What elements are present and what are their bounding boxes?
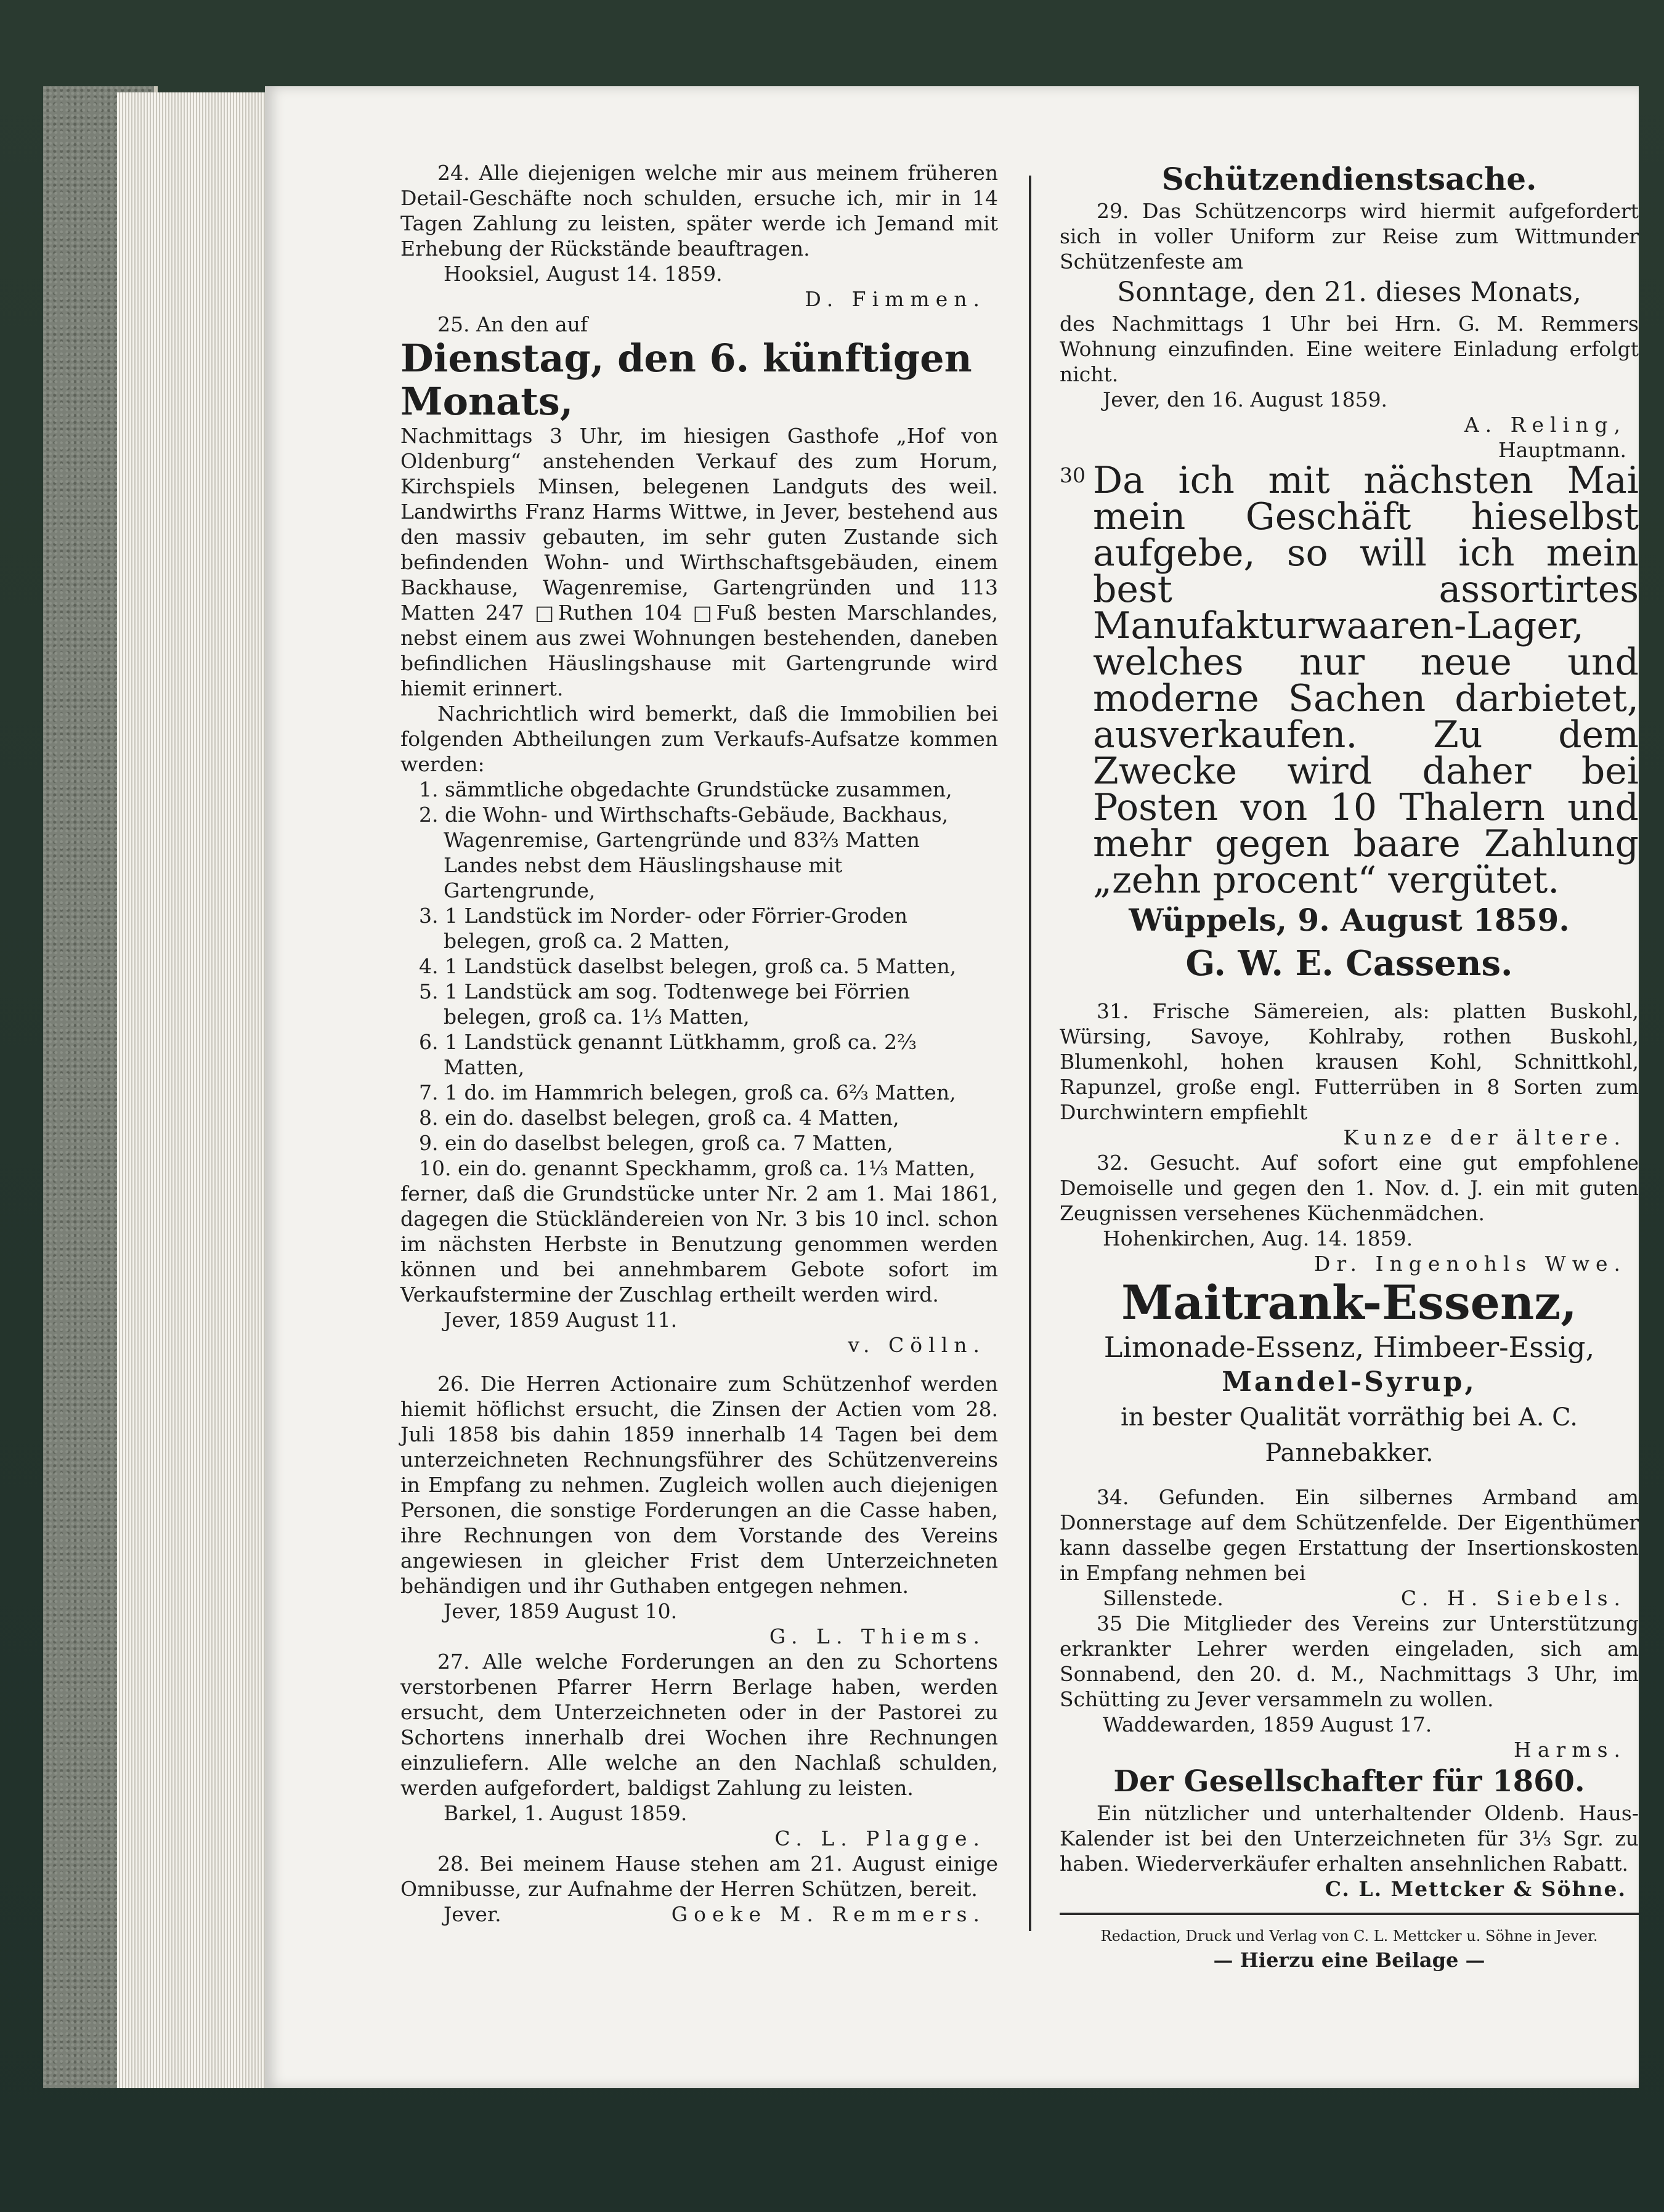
- imprint: Redaction, Druck und Verlag von C. L. Mettcker u. Söhne in Jever.: [1100, 1927, 1598, 1945]
- ad-maitrank-line3: Mandel-Syrup,: [1222, 1366, 1477, 1398]
- notice-24-signature: D. Fimmen.: [805, 287, 986, 311]
- list-item: 4. 1 Landstück daselbst belegen, groß ca. 5 Matten,: [419, 954, 957, 978]
- notice-32-signature: Dr. Ingenohls Wwe.: [1313, 1252, 1626, 1276]
- notice-29-date: Jever, den 16. August 1859.: [1103, 387, 1388, 411]
- notice-35-signature: Harms.: [1514, 1738, 1626, 1762]
- heading-schuetzen: Schützendienstsache.: [1161, 161, 1537, 197]
- notice-27-date: Barkel, 1. August 1859.: [444, 1801, 688, 1825]
- notice-28-footer: [400, 1902, 998, 1927]
- notice-26-signature: G. L. Thiems.: [769, 1624, 986, 1648]
- list-item: 5. 1 Landstück am sog. Todtenwege bei Förrien belegen, groß ca. 1⅓ Matten,: [419, 979, 911, 1029]
- ad-gesellschafter-signature: C. L. Mettcker & Söhne.: [1325, 1877, 1626, 1901]
- ad-gesellschafter-text: Ein nützlicher und unterhaltender Oldenb. Haus-Kalender ist bei den Unterzeichneten für 3⅓ Sgr. zu haben. Wiederverkäufer erhalten ansehnlichen Rabatt.: [1060, 1801, 1639, 1876]
- notice-25-tail: ferner, daß die Grundstücke unter Nr. 2 am 1. Mai 1861, dagegen die Stückländereien von Nr. 3 bis 10 incl. schon im nächsten Herbste in Benutzung genommen werden können und bei annehmbarem Gebote sofort im Verkaufstermine der Zuschlag ertheilt werden wird.: [400, 1181, 998, 1307]
- ad-maitrank-title: Maitrank-Essenz,: [1121, 1275, 1577, 1330]
- list-item: 2. die Wohn- und Wirthschafts-Gebäude, Backhaus, Wagenremise, Gartengründe und 83⅔ Matten Landes nebst dem Häuslingshause mit Gartengrunde,: [419, 803, 949, 902]
- notice-30-date: Wüppels, 9. August 1859.: [1129, 902, 1570, 938]
- footer-rule: [1060, 1913, 1639, 1915]
- notice-35: 35 Die Mitglieder des Vereins zur Unterstützung erkrankter Lehrer werden eingeladen, sich am Sonnabend, den 20. d. M., Nachmittags 3 Uhr, im Schütting zu Jever versammeln zu wollen.: [1060, 1611, 1639, 1711]
- notice-32-date: Hohenkirchen, Aug. 14. 1859.: [1103, 1226, 1413, 1250]
- notice-31: 31. Frische Sämereien, als: platten Buskohl, Würsing, Savoye, Kohlraby, rothen Buskohl, Blumenkohl, hohen krausen Kohl, Schnittkohl, Rapunzel, große engl. Futterrüben in 8 Sorten zum Durchwintern empfiehlt: [1060, 999, 1639, 1124]
- notice-25-note: Nachrichtlich wird bemerkt, daß die Immobilien bei folgenden Abtheilungen zum Verkaufs-Aufsatze kommen werden:: [400, 702, 998, 776]
- notice-30: [1060, 459, 1639, 902]
- notice-31-signature: Kunze der ältere.: [1343, 1125, 1626, 1149]
- right-column: [1060, 160, 1639, 1974]
- notice-28-place: Jever.: [444, 1902, 501, 1926]
- notice-28-signature: Goeke M. Remmers.: [671, 1902, 986, 1926]
- notice-29-day: Sonntage, den 21. dieses Monats,: [1117, 277, 1581, 308]
- notice-27-signature: C. L. Plagge.: [774, 1826, 986, 1850]
- list-item: 8. ein do. daselbst belegen, groß ca. 4 Matten,: [419, 1106, 899, 1130]
- notice-32: 32. Gesucht. Auf sofort eine gut empfohlene Demoiselle und gegen den 1. Nov. d. J. ein mit guten Zeugnissen versehenes Küchenmädchen.: [1060, 1151, 1639, 1225]
- column-rule: [1029, 176, 1031, 1931]
- ad-maitrank-line2: Limonade-Essenz, Himbeer-Essig,: [1103, 1331, 1595, 1364]
- list-item: 9. ein do daselbst belegen, groß ca. 7 Matten,: [419, 1131, 893, 1155]
- notice-25-intro: 25. An den auf: [437, 312, 588, 336]
- list-item: 6. 1 Landstück genannt Lütkhamm, groß ca. 2⅔ Matten,: [419, 1030, 917, 1079]
- notice-34-place: Sillenstede.: [1103, 1586, 1224, 1610]
- page-edges: [117, 92, 271, 2088]
- list-item: 1. sämmtliche obgedachte Grundstücke zusammen,: [419, 777, 952, 801]
- notice-25-body: Nachmittags 3 Uhr, im hiesigen Gasthofe „Hof von Oldenburg“ anstehenden Verkauf des zum Horum, Kirchspiels Minsen, belegenen Landguts des weil. Landwirths Franz Harms Wittwe, in Jever, bestehend aus den massiv gebauten, im sehr guten Zustande sich befindenden Wohn- und Wirthschaftsgebäuden, einem Backhause, Wagenremise, Gartengründen und 113 Matten 247 □Ruthen 104 □Fuß besten Marschlandes, nebst einem aus zwei Wohnungen bestehenden, daneben befindlichen Häuslingshause mit Gartengrunde wird hiemit erinnert.: [400, 424, 998, 700]
- notice-28: 28. Bei meinem Hause stehen am 21. August einige Omnibusse, zur Aufnahme der Herren Schützen, bereit.: [400, 1852, 998, 1901]
- notice-34-footer: [1060, 1586, 1639, 1611]
- notice-24: 24. Alle diejenigen welche mir aus meinem früheren Detail-Geschäfte noch schulden, ersuche ich, mir in 14 Tagen Zahlung zu leisten, später werde ich Jemand mit Erhebung der Rückstände beauftragen.: [400, 161, 998, 261]
- notice-29-title: Hauptmann.: [1498, 438, 1626, 462]
- left-column: [400, 160, 998, 1927]
- notice-26: 26. Die Herren Actionaire zum Schützenhof werden hiemit höflichst ersucht, die Zinsen der Actien vom 28. Juli 1858 bis dahin 1859 innerhalb 14 Tagen bei dem unterzeichneten Rechnungsführer des Schützenvereins in Empfang zu nehmen. Zugleich wollen auch diejenigen Personen, die sonstige Forderungen an die Casse haben, ihre Rechnungen von dem Vorstande des Vereins angewiesen in gleicher Frist dem Unterzeichneten behändigen und ihr Guthaben entgegen nehmen.: [400, 1372, 998, 1598]
- notice-34: 34. Gefunden. Ein silbernes Armband am Donnerstage auf dem Schützenfelde. Der Eigenthümer kann dasselbe gegen Erstattung der Insertionskosten in Empfang nehmen bei: [1060, 1485, 1639, 1585]
- notice-25-signature: v. Cölln.: [848, 1333, 986, 1357]
- notice-24-date: Hooksiel, August 14. 1859.: [444, 262, 723, 286]
- list-item: 7. 1 do. im Hammrich belegen, groß ca. 6⅔ Matten,: [419, 1080, 956, 1104]
- ad-gesellschafter-title: Der Gesellschafter für 1860.: [1113, 1764, 1585, 1799]
- notice-27: 27. Alle welche Forderungen an den zu Schortens verstorbenen Pfarrer Herrn Berlage haben, werden ersucht, dem Unterzeichneten oder in der Pastorei zu Schortens innerhalb drei Wochen ihre Rechnungen einzuliefern. Alle welche an den Nachlaß schulden, werden aufgefordert, baldigst Zahlung zu leisten.: [400, 1650, 998, 1800]
- notice-29: 29. Das Schützencorps wird hiermit aufgefordert sich in voller Uniform zur Reise zum Wittmunder Schützenfeste am: [1060, 199, 1639, 273]
- notice-25-date: Jever, 1859 August 11.: [444, 1308, 678, 1332]
- notice-30-signature: G. W. E. Cassens.: [1185, 943, 1513, 984]
- notice-26-date: Jever, 1859 August 10.: [444, 1599, 678, 1623]
- notice-34-signature: C. H. Siebels.: [1400, 1586, 1626, 1610]
- supplement-note: — Hierzu eine Beilage —: [1213, 1948, 1485, 1972]
- notice-25-headline: Dienstag, den 6. künftigen Monats,: [400, 336, 972, 424]
- list-item: 3. 1 Landstück im Norder- oder Förrier-Groden belegen, groß ca. 2 Matten,: [419, 904, 907, 953]
- notice-25-list: [400, 777, 998, 1181]
- notice-30-number: 30: [1060, 463, 1086, 487]
- notice-35-date: Waddewarden, 1859 August 17.: [1103, 1712, 1432, 1736]
- notice-30-text: Da ich mit nächsten Mai mein Geschäft hieselbst aufgebe, so will ich mein best assortirtes Manufakturwaaren-Lager, welches nur neue und moderne Sachen darbietet, ausverkaufen. Zu dem Zwecke wird daher bei Posten von 10 Thalern und mehr gegen baare Zahlung „zehn procent“ vergütet.: [1093, 459, 1639, 902]
- list-item: 10. ein do. genannt Speckhamm, groß ca. 1⅓ Matten,: [419, 1156, 976, 1180]
- notice-29-body: des Nachmittags 1 Uhr bei Hrn. G. M. Remmers Wohnung einzufinden. Eine weitere Einladung erfolgt nicht.: [1060, 312, 1639, 386]
- notice-29-signature: A. Reling,: [1464, 413, 1626, 437]
- ad-maitrank-line4: in bester Qualität vorräthig bei A. C. Pannebakker.: [1120, 1403, 1578, 1467]
